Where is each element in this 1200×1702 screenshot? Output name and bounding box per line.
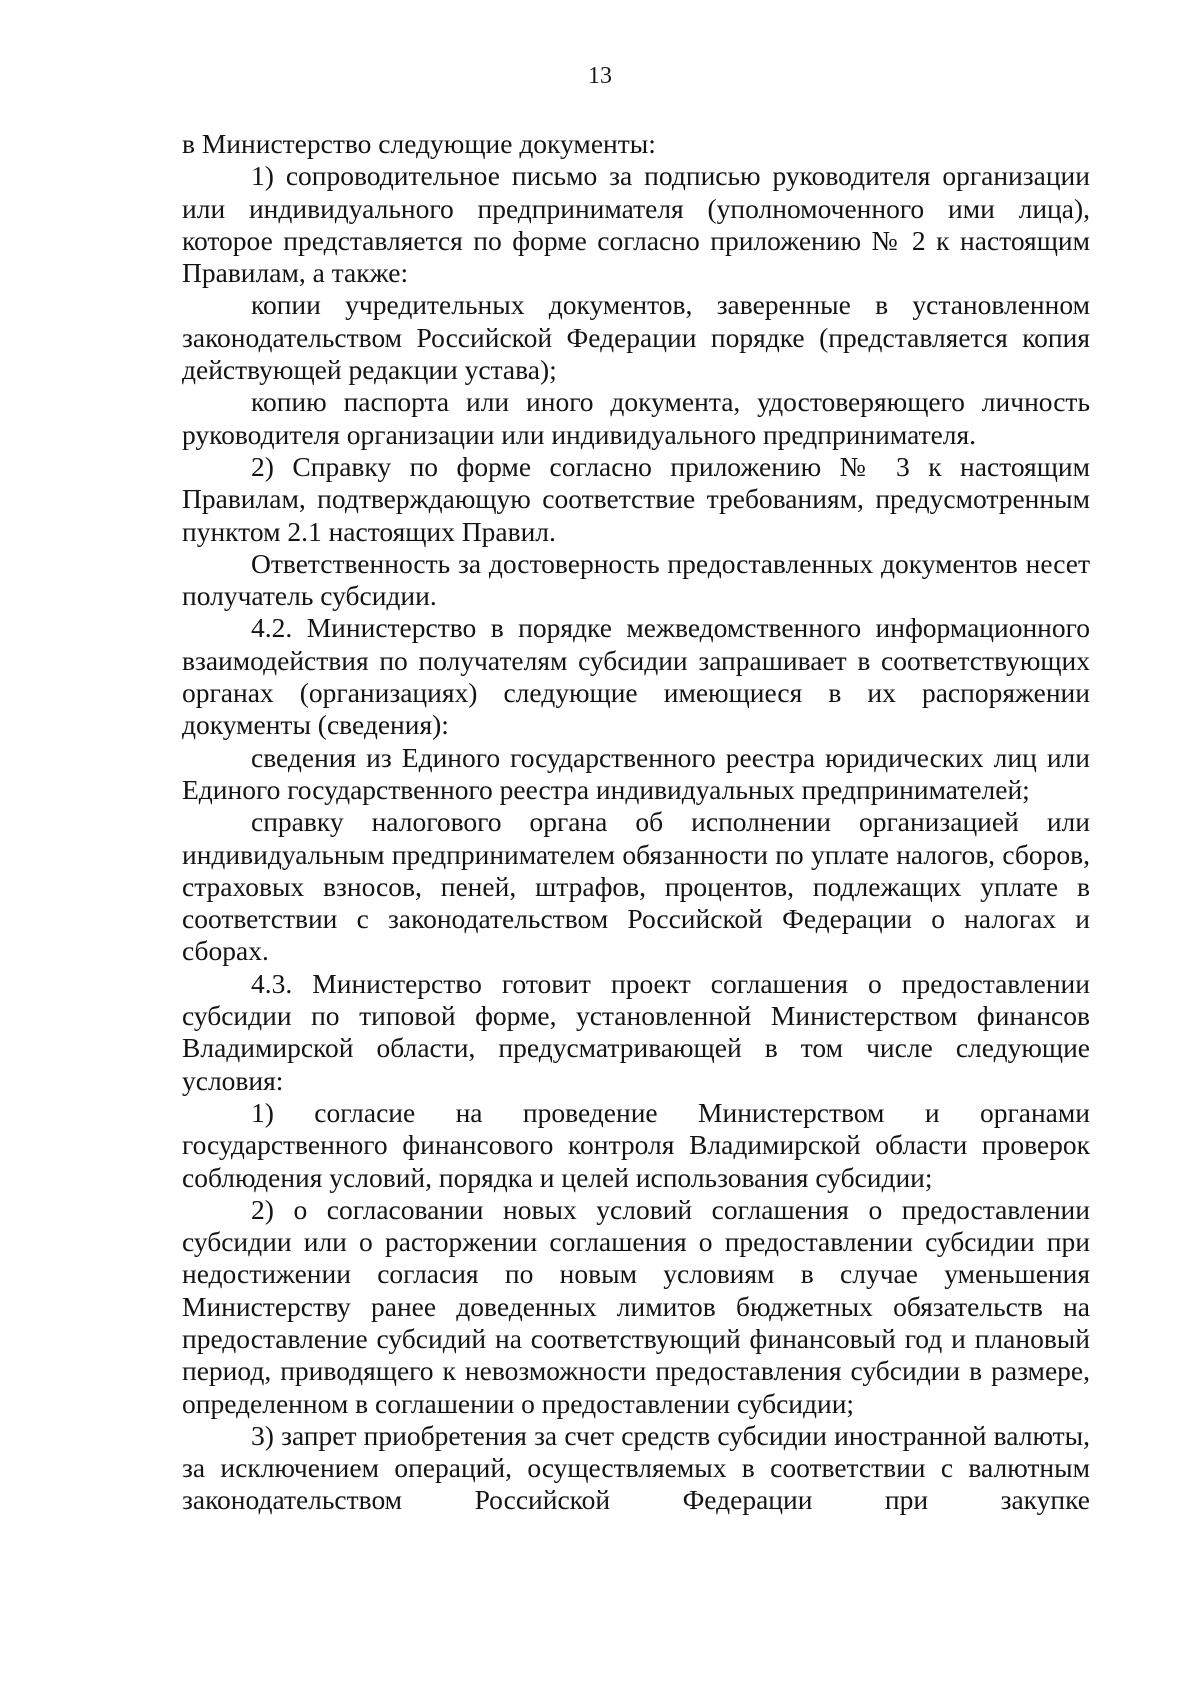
paragraph-section-4-2: 4.2. Министерство в порядке межведомственного информационного взаимодействия по получателям субсидии запрашивает в соответствующих органах (организациях) следующие имеющиеся в их распоряжении документы (сведения): (182, 612, 1090, 741)
paragraph-registry-info: сведения из Единого государственного реестра юридических лиц или Единого государственного реестра индивидуальных предпринимателей; (182, 741, 1090, 805)
paragraph-condition-3: 3) запрет приобретения за счет средств субсидии иностранной валюты, за исключением операций, осуществляемых в соответствии с валютным законодательством Российской Федерации при закупке (182, 1419, 1090, 1516)
paragraph-tax-certificate: справку налогового органа об исполнении организацией или индивидуальным предпринимателем обязанности по уплате налогов, сборов, страховых взносов, пеней, штрафов, процентов, подлежащих уплате в соответствии с законодательством Российской Федерации о налогах и сборах. (182, 806, 1090, 967)
paragraph-section-4-3: 4.3. Министерство готовит проект соглашения о предоставлении субсидии по типовой форме, установленной Министерством финансов Владимирской области, предусматривающей в том числе следующие условия: (182, 967, 1090, 1096)
paragraph-condition-1: 1) согласие на проведение Министерством и органами государственного финансового контроля Владимирской области проверок соблюдения условий, порядка и целей использования субсидии; (182, 1096, 1090, 1193)
paragraph-passport-copy: копию паспорта или иного документа, удостоверяющего личность руководителя организации или индивидуального предпринимателя. (182, 386, 1090, 450)
paragraph-founding-documents: копии учредительных документов, заверенные в установленном законодательством Российской Федерации порядке (представляется копия действующей редакции устава); (182, 289, 1090, 386)
document-body (182, 128, 1090, 1517)
paragraph-item-2-certificate: 2) Справку по форме согласно приложению № 3 к настоящим Правилам, подтверждающую соответствие требованиям, предусмотренным пунктом 2.1 настоящих Правил. (182, 450, 1090, 547)
paragraph-item-1-cover-letter: 1) сопроводительное письмо за подписью руководителя организации или индивидуального предпринимателя (уполномоченного ими лица), которое представляется по форме согласно приложению № 2 к настоящим Правилам, а также: (182, 160, 1090, 289)
paragraph-responsibility: Ответственность за достоверность предоставленных документов несет получатель субсидии. (182, 547, 1090, 612)
paragraph-condition-2: 2) о согласовании новых условий соглашения о предоставлении субсидии или о расторжении соглашения о предоставлении субсидии при недостижении согласия по новым условиям в случае уменьшения Министерству ранее доведенных лимитов бюджетных обязательств на предоставление субсидий на соответствующий финансовый год и плановый период, приводящего к невозможности предоставления субсидии в размере, определенном в соглашении о предоставлении субсидии; (182, 1193, 1090, 1419)
page-number: 13 (588, 63, 612, 89)
paragraph-documents-intro: в Министерство следующие документы: (182, 128, 656, 159)
